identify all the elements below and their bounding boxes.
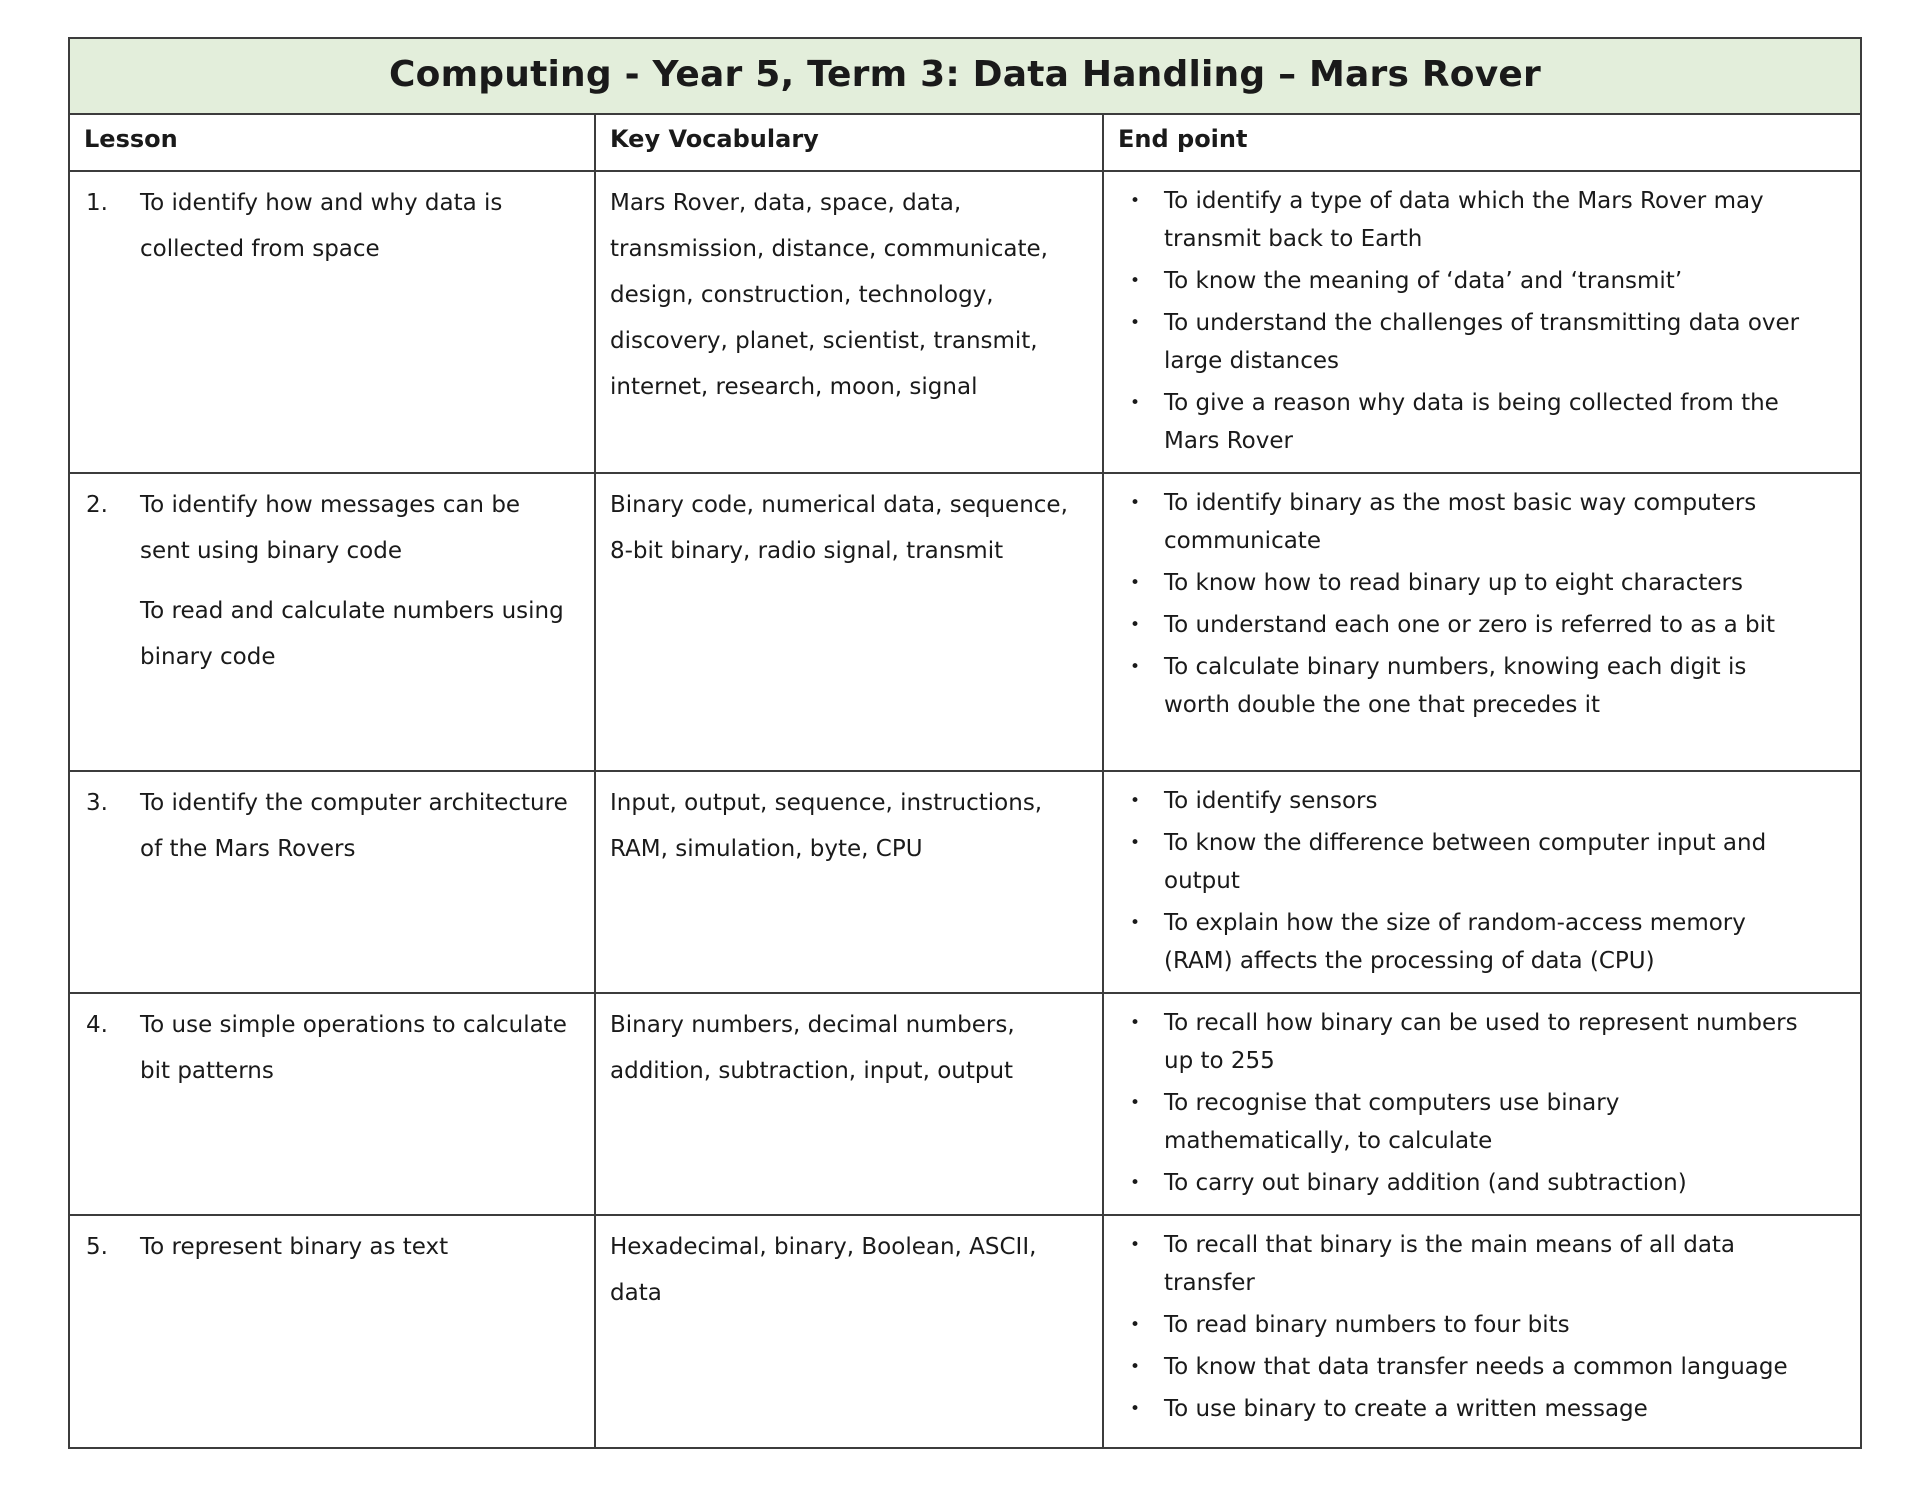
endpoint-list [1118,1226,1805,1428]
table-row [69,771,1861,993]
endpoint-text: To give a reason why data is being collected from the Mars Rover [1164,390,1779,454]
endpoint-text: To know that data transfer needs a common language [1164,1354,1788,1380]
lesson-number: 2. [86,492,108,518]
vocabulary-cell [595,171,1103,473]
bullet-icon: • [1130,493,1141,513]
bullet-icon: • [1130,833,1141,853]
endpoint-item [1118,782,1805,820]
endpoint-item [1118,904,1805,980]
endpoint-item [1118,1348,1805,1386]
endpoint-text: To explain how the size of random-access memory (RAM) affects the processing of data (CPU) [1164,910,1746,974]
lesson-text [140,180,574,272]
endpoint-cell [1103,771,1861,993]
lesson-paragraph: To read and calculate numbers using binary code [140,598,564,670]
lesson-paragraph: To represent binary as text [140,1234,449,1260]
bullet-icon: • [1130,1315,1141,1335]
endpoint-text: To know the meaning of ‘data’ and ‘transmit’ [1164,268,1683,294]
endpoint-cell [1103,473,1861,771]
vocabulary-text: Hexadecimal, binary, Boolean, ASCII, data [610,1234,1037,1306]
vocabulary-text: Binary numbers, decimal numbers, addition, subtraction, input, output [610,1012,1015,1084]
bullet-icon: • [1130,791,1141,811]
lesson-text [140,1002,574,1094]
endpoint-text: To understand the challenges of transmitting data over large distances [1164,310,1800,374]
vocabulary-text: Binary code, numerical data, sequence, 8-bit binary, radio signal, transmit [610,492,1068,564]
bullet-icon: • [1130,313,1141,333]
lesson-cell [69,993,595,1215]
lesson-cell [69,473,595,771]
lesson-text [140,1224,574,1270]
bullet-icon: • [1130,1013,1141,1033]
document-page [0,37,1920,1486]
endpoint-item [1118,484,1805,560]
table-row [69,993,1861,1215]
endpoint-item [1118,1226,1805,1302]
endpoint-item [1118,1164,1805,1202]
endpoint-item [1118,262,1805,300]
title-row [69,38,1861,114]
endpoint-item [1118,824,1805,900]
bullet-icon: • [1130,1399,1141,1419]
endpoint-cell [1103,171,1861,473]
endpoint-item [1118,1084,1805,1160]
vocabulary-text: Mars Rover, data, space, data, transmission, distance, communicate, design, construction, technology, discovery, planet, scientist, transmit, internet, research, moon, signal [610,190,1048,400]
bullet-icon: • [1130,271,1141,291]
bullet-icon: • [1130,191,1141,211]
endpoint-item [1118,384,1805,460]
endpoint-text: To identify a type of data which the Mars Rover may transmit back to Earth [1164,188,1764,252]
endpoint-text: To understand each one or zero is referred to as a bit [1164,612,1776,638]
endpoint-text: To identify sensors [1164,788,1378,814]
endpoint-text: To read binary numbers to four bits [1164,1312,1570,1338]
vocabulary-cell [595,771,1103,993]
endpoint-text: To use binary to create a written message [1164,1396,1648,1422]
page-title: Computing - Year 5, Term 3: Data Handling – Mars Rover [389,54,1541,95]
endpoint-text: To recognise that computers use binary mathematically, to calculate [1164,1090,1620,1154]
lesson-paragraph: To identify how messages can be sent using binary code [140,492,521,564]
column-header-vocabulary: Key Vocabulary [595,114,1103,171]
endpoint-item [1118,1306,1805,1344]
curriculum-table [68,37,1862,1449]
endpoint-list [1118,782,1805,980]
lesson-number: 4. [86,1012,108,1038]
lesson-cell [69,1215,595,1448]
endpoint-text: To carry out binary addition (and subtraction) [1164,1170,1687,1196]
lesson-number: 3. [86,790,108,816]
bullet-icon: • [1130,1173,1141,1193]
endpoint-text: To know how to read binary up to eight characters [1164,570,1743,596]
endpoint-item [1118,1004,1805,1080]
endpoint-text: To recall how binary can be used to represent numbers up to 255 [1164,1010,1798,1074]
lesson-paragraph: To identify how and why data is collected from space [140,190,503,262]
lesson-text [140,482,574,680]
bullet-icon: • [1130,573,1141,593]
lesson-number: 1. [86,190,108,216]
column-header-endpoint: End point [1103,114,1861,171]
endpoint-item [1118,304,1805,380]
vocabulary-cell [595,473,1103,771]
table-row [69,473,1861,771]
bullet-icon: • [1130,913,1141,933]
endpoint-item [1118,606,1805,644]
endpoint-cell [1103,993,1861,1215]
lesson-cell [69,171,595,473]
endpoint-text: To calculate binary numbers, knowing each digit is worth double the one that precedes it [1164,654,1747,718]
endpoint-list [1118,1004,1805,1202]
bullet-icon: • [1130,1357,1141,1377]
vocabulary-text: Input, output, sequence, instructions, RAM, simulation, byte, CPU [610,790,1043,862]
vocabulary-cell [595,1215,1103,1448]
endpoint-item [1118,1390,1805,1428]
lesson-paragraph: To use simple operations to calculate bit patterns [140,1012,567,1084]
lesson-number: 5. [86,1234,108,1260]
bullet-icon: • [1130,657,1141,677]
bullet-icon: • [1130,1235,1141,1255]
lesson-text [140,780,574,872]
endpoint-text: To identify binary as the most basic way computers communicate [1164,490,1757,554]
lesson-paragraph: To identify the computer architecture of the Mars Rovers [140,790,568,862]
bullet-icon: • [1130,1093,1141,1113]
endpoint-list [1118,182,1805,460]
endpoint-item [1118,182,1805,258]
column-header-lesson: Lesson [69,114,595,171]
endpoint-text: To recall that binary is the main means of all data transfer [1164,1232,1736,1296]
endpoint-item [1118,648,1805,724]
bullet-icon: • [1130,615,1141,635]
vocabulary-cell [595,993,1103,1215]
lesson-cell [69,771,595,993]
table-row [69,171,1861,473]
endpoint-cell [1103,1215,1861,1448]
table-row [69,1215,1861,1448]
endpoint-item [1118,564,1805,602]
bullet-icon: • [1130,393,1141,413]
title-bar [69,38,1861,114]
column-header-row [69,114,1861,171]
endpoint-list [1118,484,1805,724]
endpoint-text: To know the difference between computer input and output [1164,830,1767,894]
